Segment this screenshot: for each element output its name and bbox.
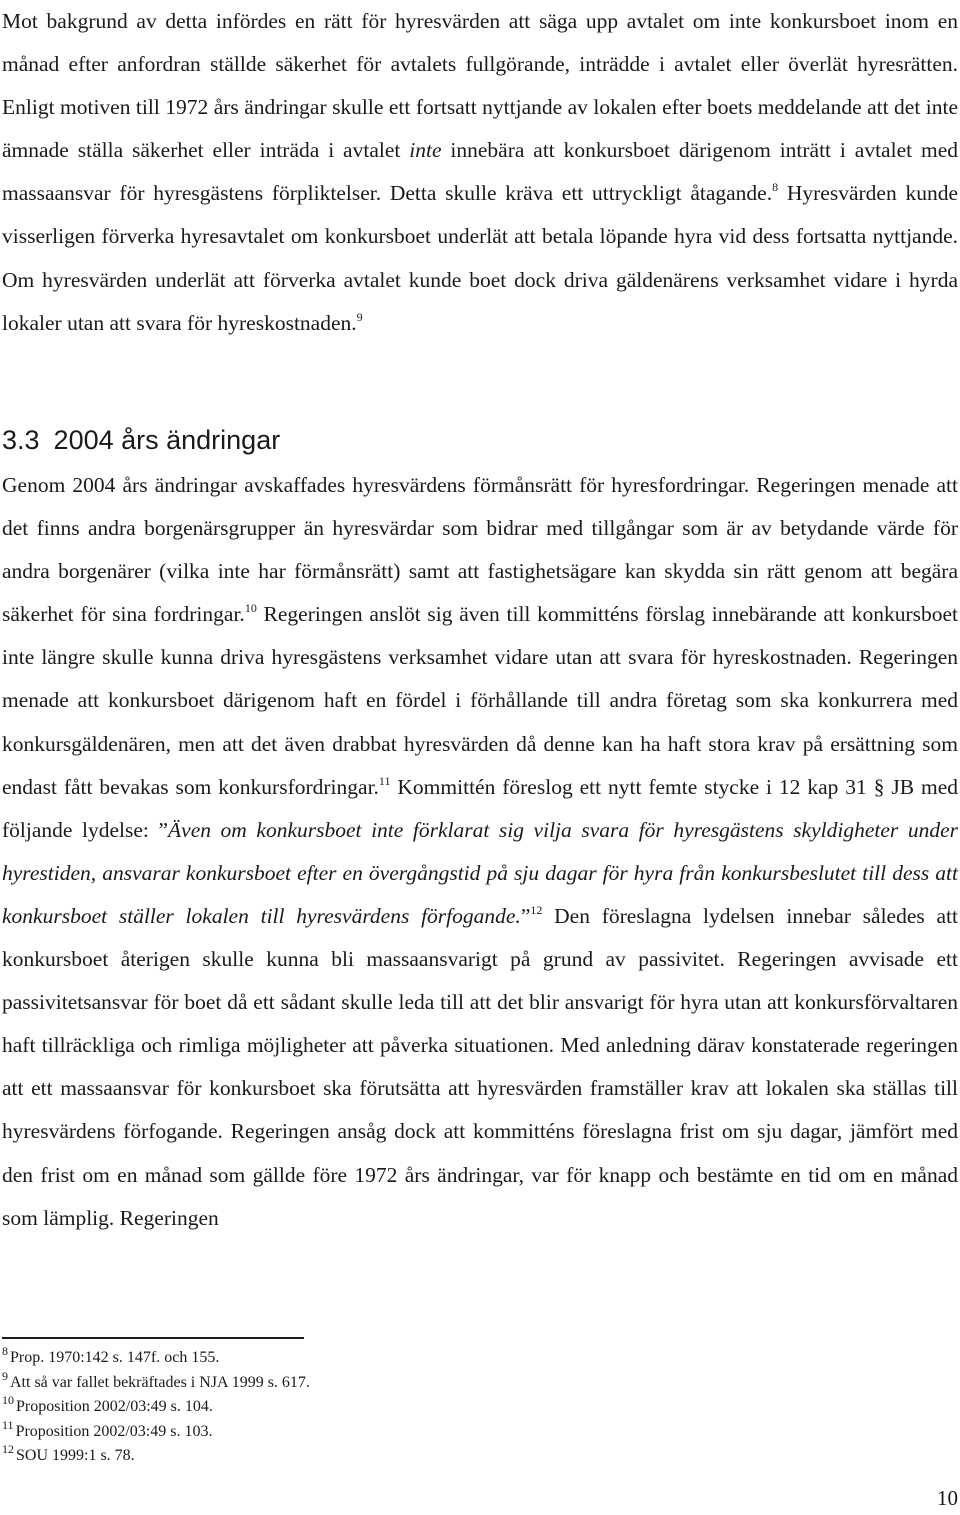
paragraph1-text-3: Hyresvärden kunde visserligen förverka hyresavtalet om konkursboet underlät att betala löpande hyra vid dess fortsatta nyttjande. Om hyresvärden underlät att förverka avtalet kunde boet dock driva gäldenärens verksamhet vidare i hyrda lokaler utan att svara för hyreskostnaden. — [2, 181, 958, 335]
quote-close-mark: ” — [520, 903, 531, 928]
paragraph2-text-2: Regeringen anslöt sig även till kommitténs förslag innebärande att konkursboet inte längre skulle kunna driva hyresgästens verksamhet vidare utan att svara för hyreskostnaden. Regeringen menade att konkursboet därigenom haft en fördel i förhållande till andra företag som ska konkurrera med konkursgäldenären, men att det även drabbat hyresvärden då denne kan ha haft stora krav på ersättning som endast fått bevakas som konkursfordringar. — [2, 602, 958, 799]
footnote-ref-12: 12 — [530, 902, 543, 917]
footnote-number: 10 — [2, 1393, 14, 1407]
footnotes-list — [2, 1346, 310, 1469]
paragraph1-text-2: innebära att konkursboet därigenom inträtt i avtalet med massaansvar för hyresgästens förpliktelser. Detta skulle kräva ett uttryckligt åtagande. — [2, 138, 958, 206]
footnote-number: 11 — [2, 1417, 14, 1432]
footnote-ref-8: 8 — [772, 180, 779, 195]
paragraph2-text-3: Kommittén föreslog ett nytt femte stycke i 12 kap 31 § JB med följande lydelse: ” — [2, 774, 958, 842]
footnote-number: 9 — [2, 1368, 8, 1383]
section-title: 2004 års ändringar — [53, 425, 281, 455]
paragraph1-text-1: Mot bakgrund av detta infördes en rätt för hyresvärden att säga upp avtalet om inte konkursboet inom en månad efter anfordran ställde säkerhet för avtalets fullgörande, inträdde i avtalet eller överlät hyresrätten. Enligt motiven till 1972 års ändringar skulle ett fortsatt nyttjande av lokalen efter boets meddelande att det inte ämnade ställa säkerhet eller inträda i avtalet — [2, 9, 958, 163]
footnote-text: Prop. 1970:142 s. 147f. och 155. — [10, 1349, 220, 1366]
footnote-ref-10: 10 — [244, 601, 257, 616]
paragraph1-emphasis: inte — [409, 138, 442, 163]
section-heading — [2, 420, 280, 460]
footnote-text: Att så var fallet bekräftades i NJA 1999 s. 617. — [10, 1373, 310, 1391]
footnote-text: SOU 1999:1 s. 78. — [16, 1447, 135, 1464]
footnote-item — [2, 1417, 310, 1445]
footnote-number: 12 — [2, 1442, 14, 1456]
footnote-text: Proposition 2002/03:49 s. 103. — [15, 1422, 213, 1440]
footnote-item — [2, 1368, 310, 1396]
footnote-ref-11: 11 — [378, 773, 391, 788]
section-number: 3.3 — [2, 425, 40, 455]
proposed-wording-quote: Även om konkursboet inte förklarat sig vilja svara för hyresgästens skyldigheter under hyrestiden, ansvarar konkursboet efter en övergångstid på sju dagar för hyra från konkursbeslutet till dess att konkursboet ställer lokalen till hyresvärdens förfogande. — [2, 817, 959, 928]
footnote-text: Proposition 2002/03:49 s. 104. — [16, 1398, 213, 1415]
page-number: 10 — [937, 1486, 958, 1510]
footnote-separator — [2, 1337, 304, 1339]
body-paragraph-1 — [2, 0, 958, 345]
footnote-item — [2, 1346, 310, 1371]
paragraph2-text-4: Den föreslagna lydelsen innebar således att konkursboet återigen skulle kunna bli massaansvarigt på grund av passivitet. Regeringen avvisade ett passivitetsansvar för boet då ett sådant skulle leda till att det blir ansvarigt för hyra utan att konkursförvaltaren haft tillräckliga och rimliga möjligheter att påverka situationen. Med anledning därav konstaterade regeringen att ett massaansvar för konkursboet ska förutsätta att hyresvärden framställer krav att lokalen ska ställas till hyresvärdens förfogande. Regeringen ansåg dock att kommitténs föreslagna frist om sju dagar, jämfört med den frist om en månad som gällde före 1972 års ändringar, var för knapp och bestämte en tid om en månad som lämplig. Regeringen — [2, 903, 958, 1230]
footnote-number: 8 — [2, 1344, 8, 1358]
footnote-ref-9: 9 — [356, 309, 363, 324]
footnote-item — [2, 1444, 310, 1469]
footnote-item — [2, 1395, 310, 1420]
body-paragraph-2 — [2, 464, 958, 1240]
paragraph2-text-1: Genom 2004 års ändringar avskaffades hyresvärdens förmånsrätt för hyresfordringar. Regeringen menade att det finns andra borgenärsgrupper än hyresvärdar som bidrar med tillgångar som är av betydande värde för andra borgenärer (vilka inte har förmånsrätt) samt att fastighetsägare kan skydda sin rätt genom att begära säkerhet för sina fordringar. — [2, 473, 958, 627]
